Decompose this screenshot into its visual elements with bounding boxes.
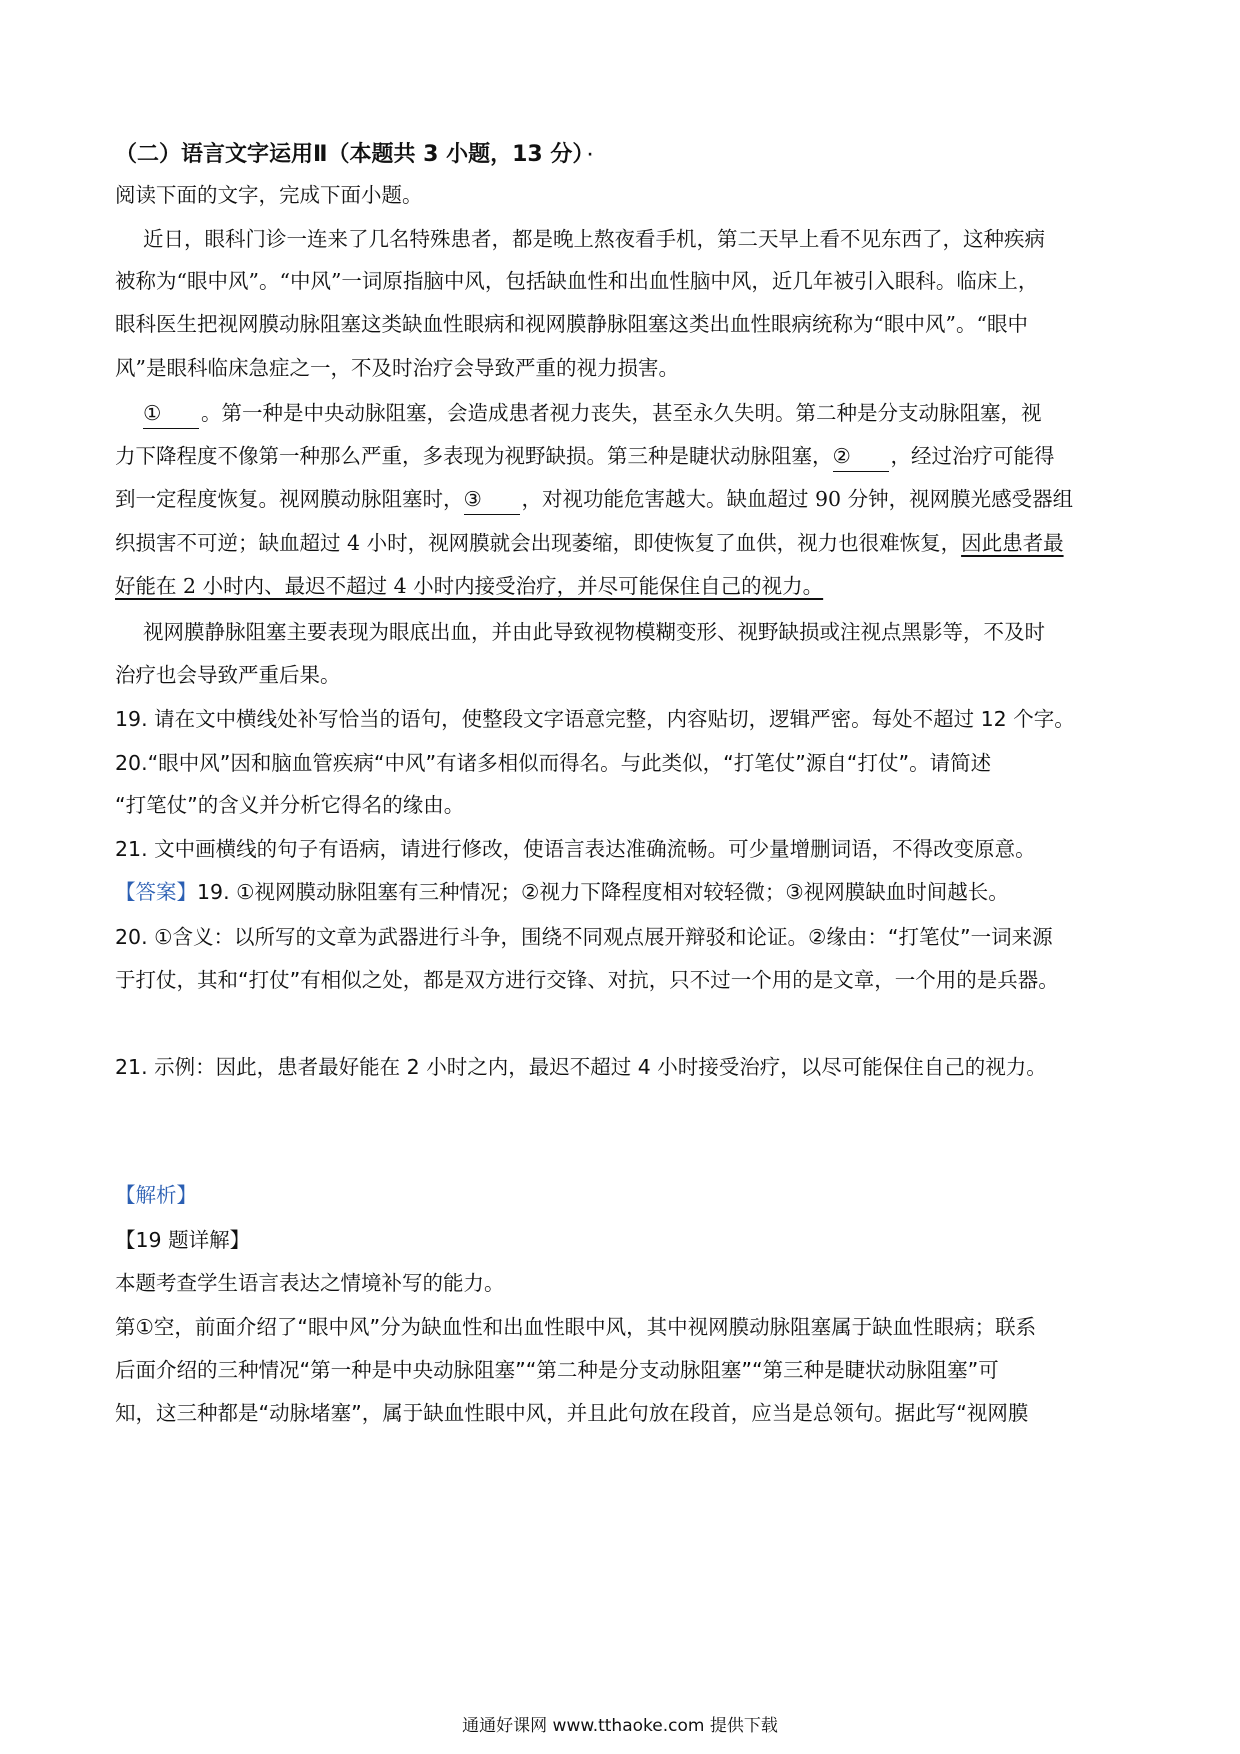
answer-19: 19. ①视网膜动脉阻塞有三种情况；②视力下降程度相对较轻微；③视网膜缺血时间越长。: [197, 880, 1009, 904]
question-20-line-2: “打笔仗”的含义并分析它得名的缘由。: [115, 793, 465, 817]
question-21: 21. 文中画横线的句子有语病，请进行修改，使语言表达准确流畅。可少量增删词语，不得改变原意。: [115, 837, 1036, 861]
instruction: 阅读下面的文字，完成下面小题。: [115, 183, 423, 207]
passage-p2-line-2-text-b: ，经过治疗可能得: [890, 444, 1055, 468]
passage-p2-line-2: [115, 441, 1135, 472]
passage-p1-line-2: 被称为“眼中风”。“中风”一词原指脑中风，包括缺血性和出血性脑中风，近几年被引入眼科。临床上，: [115, 269, 1039, 293]
passage-p2-line-4: [115, 528, 1135, 558]
answer-20-line-1: 20. ①含义：以所写的文章为武器进行斗争，围绕不同观点展开辩驳和论证。②缘由：“打笔仗”一词来源: [115, 925, 1053, 949]
passage-p2-line-4-text: 织损害不可逆；缺血超过 4 小时，视网膜就会出现萎缩，即使恢复了血供，视力也很难恢复，: [115, 531, 962, 555]
answer-label: 【答案】: [115, 880, 197, 904]
page-footer: 通通好课网 www.tthaoke.com 提供下载: [462, 1716, 778, 1736]
answer-19-line: [115, 877, 1135, 907]
passage-p2-line-5: [115, 571, 1135, 601]
question-19: 19. 请在文中横线处补写恰当的语句，使整段文字语意完整，内容贴切，逻辑严密。每处不超过 12 个字。: [115, 707, 1075, 731]
section-title-text: （二）语言文字运用Ⅱ（本题共 3 小题，13 分）: [115, 142, 584, 167]
passage-p2-line-1-text: 。第一种是中央动脉阻塞，会造成患者视力丧失，甚至永久失明。第二种是分支动脉阻塞，视: [201, 401, 1042, 425]
analysis-line-2: 后面介绍的三种情况“第一种是中央动脉阻塞”“第二种是分支动脉阻塞”“第三种是睫状动脉阻塞”可: [115, 1358, 999, 1382]
passage-p3-line-1: 视网膜静脉阻塞主要表现为眼底出血，并由此导致视物模糊变形、视野缺损或注视点黑影等，不及时: [143, 620, 1045, 644]
analysis-q19-label: 【19 题详解】: [115, 1228, 251, 1252]
question-20-line-1: 20.“眼中风”因和脑血管疾病“中风”有诸多相似而得名。与此类似，“打笔仗”源自“打仗”。请简述: [115, 751, 992, 775]
blank-1: ①: [143, 398, 199, 429]
section-title: [115, 140, 1135, 170]
underlined-sentence-part-1: 因此患者最: [961, 531, 1064, 555]
passage-p2-line-3-text-a: 到一定程度恢复。视网膜动脉阻塞时，: [115, 487, 464, 511]
answer-21: 21. 示例：因此，患者最好能在 2 小时之内，最迟不超过 4 小时接受治疗，以尽可能保住自己的视力。: [115, 1055, 1047, 1079]
blank-3: ③: [464, 484, 520, 515]
analysis-label: 【解析】: [115, 1183, 197, 1207]
blank-2: ②: [833, 441, 889, 472]
passage-p2-line-1: [143, 398, 1163, 429]
analysis-line-3: 知，这三种都是“动脉堵塞”，属于缺血性眼中风，并且此句放在段首，应当是总领句。据此写“视网膜: [115, 1401, 1029, 1425]
passage-p1-line-3: 眼科医生把视网膜动脉阻塞这类缺血性眼病和视网膜静脉阻塞这类出血性眼病统称为“眼中风”。“眼中: [115, 312, 1028, 336]
analysis-intro: 本题考查学生语言表达之情境补写的能力。: [115, 1271, 505, 1295]
answer-20-line-2: 于打仗，其和“打仗”有相似之处，都是双方进行交锋、对抗，只不过一个用的是文章，一个用的是兵器。: [115, 968, 1059, 992]
passage-p2-line-3: [115, 484, 1135, 515]
analysis-line-1: 第①空，前面介绍了“眼中风”分为缺血性和出血性眼中风，其中视网膜动脉阻塞属于缺血性眼病；联系: [115, 1315, 1037, 1339]
section-title-mark: ·: [587, 147, 593, 163]
passage-p1-line-1: 近日，眼科门诊一连来了几名特殊患者，都是晚上熬夜看手机，第二天早上看不见东西了，这种疾病: [143, 227, 1045, 251]
underlined-sentence-part-2: 好能在 2 小时内、最迟不超过 4 小时内接受治疗，并尽可能保住自己的视力。: [115, 574, 824, 598]
passage-p3-line-2: 治疗也会导致严重后果。: [115, 663, 341, 687]
passage-p2-line-2-text-a: 力下降程度不像第一种那么严重，多表现为视野缺损。第三种是睫状动脉阻塞，: [115, 444, 833, 468]
passage-p2-line-3-text-b: ，对视功能危害越大。缺血超过 90 分钟，视网膜光感受器组: [521, 487, 1074, 511]
passage-p1-line-4: 风”是眼科临床急症之一，不及时治疗会导致严重的视力损害。: [115, 356, 679, 380]
